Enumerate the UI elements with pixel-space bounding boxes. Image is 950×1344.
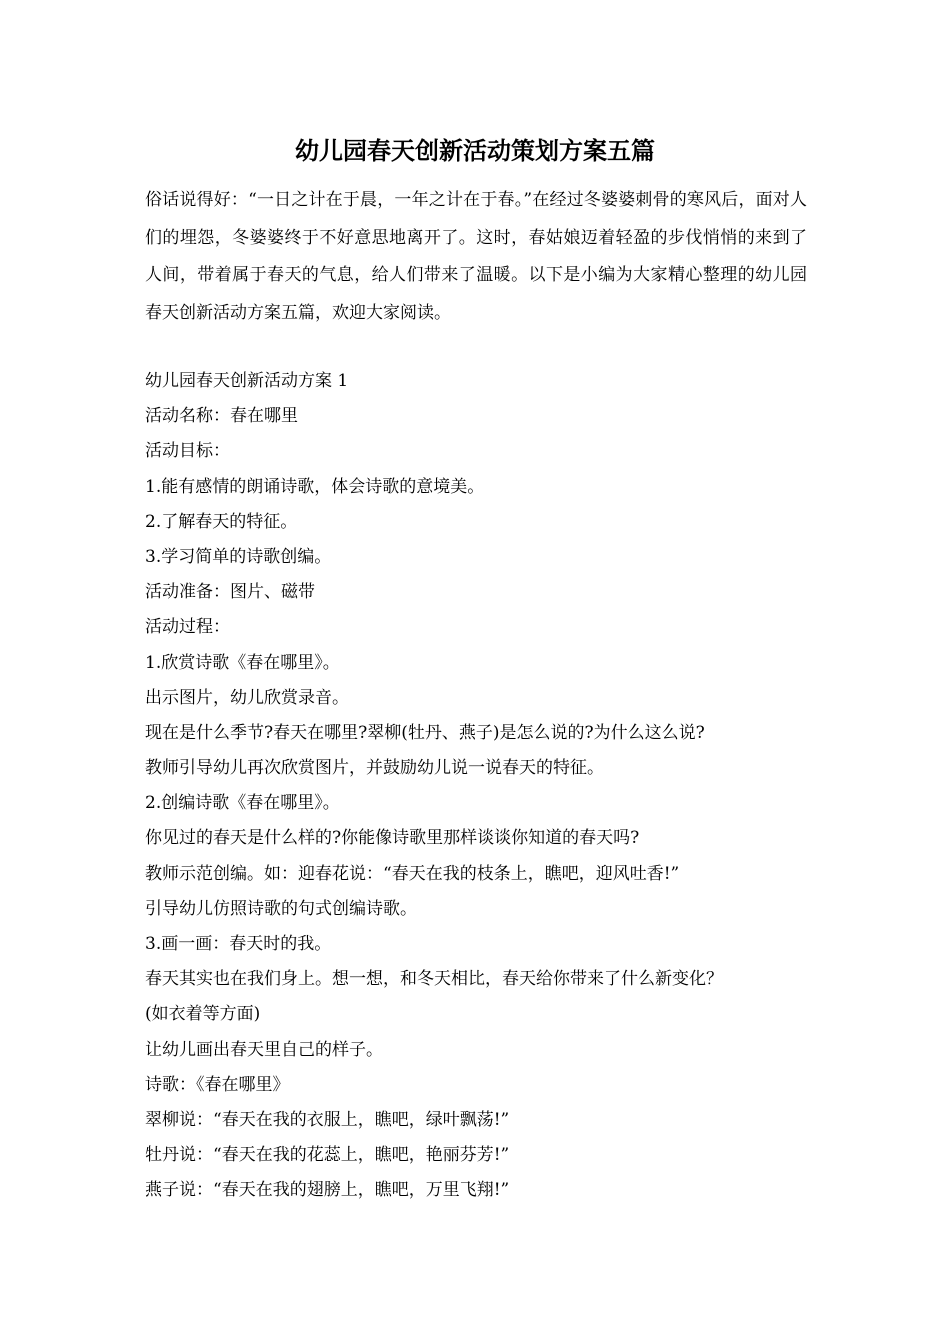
text-line: 2.创编诗歌《春在哪里》。: [145, 793, 340, 814]
text-line: 你见过的春天是什么样的?你能像诗歌里那样谈谈你知道的春天吗?: [145, 828, 640, 849]
text-line: 教师示范创编。如：迎春花说：“春天在我的枝条上，瞧吧，迎风吐香!”: [145, 863, 680, 884]
poem-line: 牡丹说：“春天在我的花蕊上，瞧吧，艳丽芬芳!”: [145, 1145, 510, 1166]
section-heading: 幼儿园春天创新活动方案 1: [145, 371, 349, 391]
text-line: 3.画一画：春天时的我。: [145, 934, 332, 954]
body-lines: [145, 364, 815, 1209]
document-title: 幼儿园春天创新活动策划方案五篇: [295, 136, 655, 165]
text-line: 1.能有感情的朗诵诗歌，体会诗歌的意境美。: [145, 476, 485, 497]
text-line: 让幼儿画出春天里自己的样子。: [145, 1039, 383, 1060]
text-line: 3.学习简单的诗歌创编。: [145, 546, 332, 567]
text-line: 活动过程：: [145, 617, 230, 638]
text-line: 春天其实也在我们身上。想一想，和冬天相比，春天给你带来了什么新变化？: [145, 969, 723, 990]
text-line: 活动目标：: [145, 441, 230, 462]
poem-line: 翠柳说：“春天在我的衣服上，瞧吧，绿叶飘荡!”: [145, 1109, 510, 1130]
text-line: 引导幼儿仿照诗歌的句式创编诗歌。: [145, 898, 417, 919]
text-line: 出示图片，幼儿欣赏录音。: [145, 687, 349, 708]
poem-line: 燕子说：“春天在我的翅膀上，瞧吧，万里飞翔!”: [145, 1180, 510, 1201]
text-line: (如衣着等方面): [145, 1004, 261, 1025]
text-line: 现在是什么季节?春天在哪里?翠柳(牡丹、燕子)是怎么说的?为什么这么说?: [145, 722, 705, 743]
text-line: 教师引导幼儿再次欣赏图片，并鼓励幼儿说一说春天的特征。: [145, 758, 604, 779]
text-line: 活动名称：春在哪里: [145, 406, 298, 427]
text-line: 2.了解春天的特征。: [145, 511, 298, 532]
intro-paragraph: 俗话说得好：“一日之计在于晨，一年之计在于春。”在经过冬婆婆刺骨的寒风后，面对人们的埋怨，冬婆婆终于不好意思地离开了。这时，春姑娘迈着轻盈的步伐悄悄的来到了人间，带着属于春天的气息，给人们带来了温暖。以下是小编为大家精心整理的幼儿园春天创新活动方案五篇，欢迎大家阅读。: [145, 190, 807, 323]
text-line: 活动准备：图片、磁带: [145, 582, 315, 603]
text-line: 1.欣赏诗歌《春在哪里》。: [145, 652, 340, 673]
poem-title: 诗歌：《春在哪里》: [145, 1074, 290, 1095]
